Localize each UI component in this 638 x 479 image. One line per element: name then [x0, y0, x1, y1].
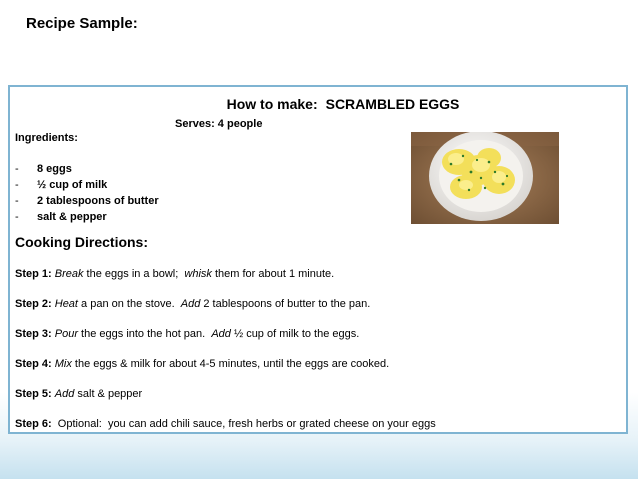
step-6: [15, 417, 436, 447]
ingredient-item: - ½ cup of milk: [15, 179, 108, 191]
step-label: Step 4:: [15, 358, 52, 370]
step-1: [15, 267, 436, 297]
step-text: the eggs in a bowl;: [83, 268, 185, 280]
step-5: [15, 387, 436, 417]
directions-title: Cooking Directions:: [15, 234, 149, 250]
step-verb: Mix: [54, 358, 72, 370]
step-verb: Add: [180, 298, 201, 310]
ingredient-item: - salt & pepper: [15, 211, 107, 223]
step-text: them for about 1 minute.: [211, 268, 335, 280]
step-text: ½ cup of milk to the eggs.: [230, 328, 360, 340]
step-text: a pan on the stove.: [78, 298, 181, 310]
step-2: [15, 297, 436, 327]
heading-dish: SCRAMBLED EGGS: [325, 96, 460, 112]
ingredients-list: [15, 162, 159, 226]
step-verb: Add: [211, 328, 231, 340]
step-verb: whisk: [184, 268, 212, 280]
recipe-heading: [10, 96, 626, 112]
ingredients-title: Ingredients:: [15, 132, 78, 144]
step-label: Step 2:: [15, 298, 52, 310]
serves-line: Serves: 4 people: [175, 118, 263, 130]
step-label: Step 3:: [15, 328, 52, 340]
step-text: the eggs & milk for about 4-5 minutes, until the eggs are cooked.: [71, 358, 390, 370]
scrambled-eggs-photo: [411, 132, 559, 224]
step-4: [15, 357, 436, 387]
step-text: 2 tablespoons of butter to the pan.: [200, 298, 371, 310]
step-text: salt & pepper: [74, 388, 143, 400]
step-label: Step 5:: [15, 388, 52, 400]
slide-title: Recipe Sample:: [26, 15, 138, 32]
recipe-card: [8, 85, 628, 434]
step-verb: Break: [54, 268, 84, 280]
step-label: Step 6:: [15, 418, 52, 430]
step-text: Optional: you can add chili sauce, fresh herbs or grated cheese on your eggs: [51, 418, 436, 430]
step-verb: Pour: [54, 328, 78, 340]
steps-list: [15, 267, 436, 447]
step-label: Step 1:: [15, 268, 52, 280]
ingredient-item: - 8 eggs: [15, 163, 72, 175]
step-3: [15, 327, 436, 357]
step-verb: Add: [54, 388, 75, 400]
ingredient-item: - 2 tablespoons of butter: [15, 195, 159, 207]
heading-prefix: How to make:: [226, 96, 318, 112]
step-text: the eggs into the hot pan.: [78, 328, 212, 340]
step-verb: Heat: [54, 298, 78, 310]
